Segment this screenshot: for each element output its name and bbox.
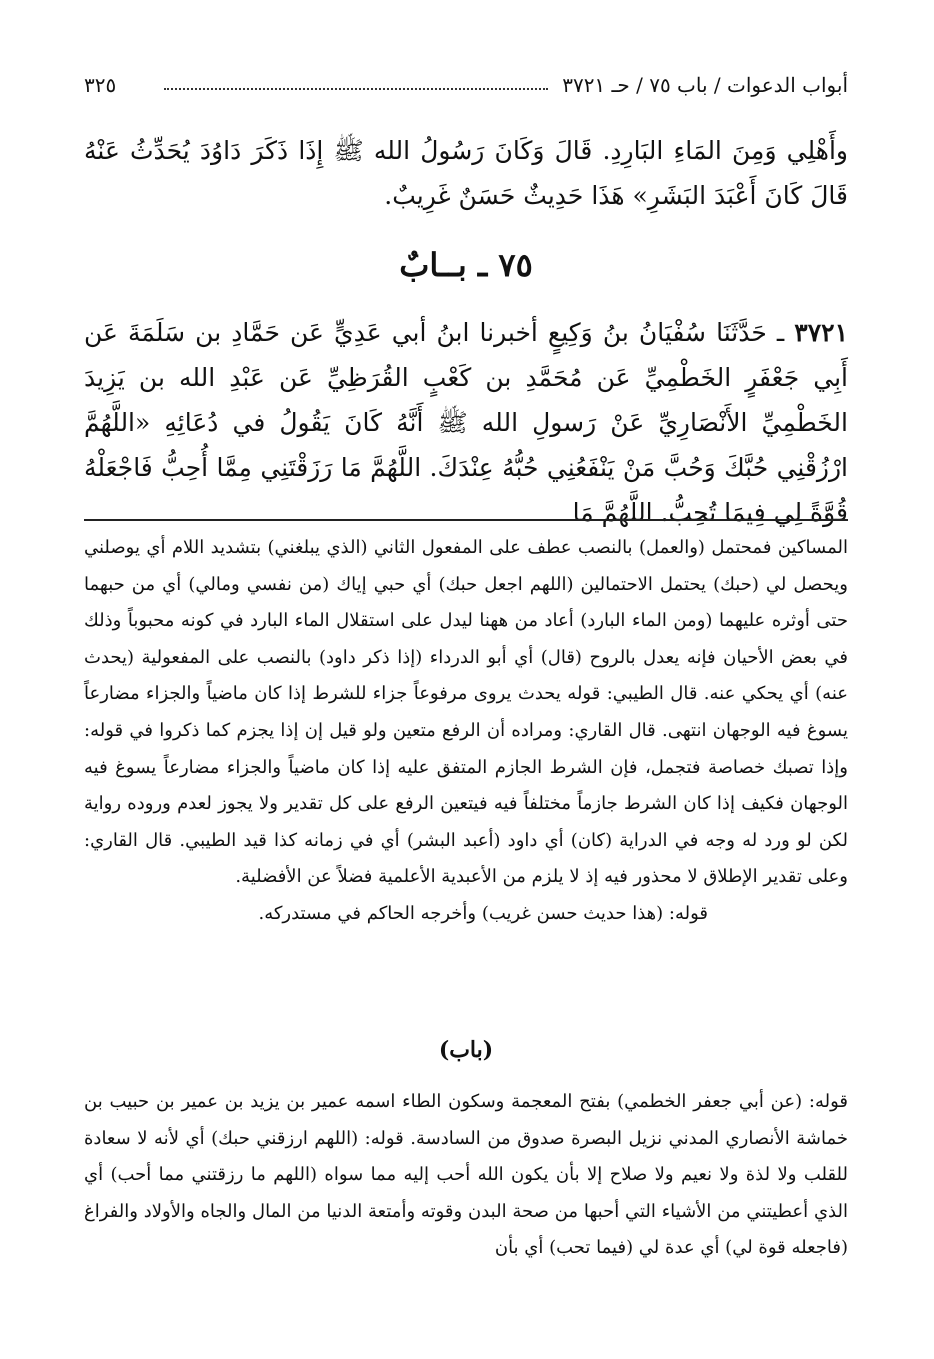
header-dotted-leader (164, 80, 548, 90)
commentary-block (84, 530, 848, 933)
commentary-paragraph-1: المساكين فمحتمل (والعمل) بالنصب عطف على المفعول الثاني (الذي يبلغني) بتشديد اللام أي يوصلني ويحصل لي (حبك) يحتمل الاحتمالين (اللهم اجعل حبك) أي حبي إياك (من نفسي ومالي) أي من حبهما حتى أوثره عليهما (ومن الماء البارد) أعاد من ههنا ليدل على استقلال الماء البارد في كونه محبوباً وذلك في بعض الأحيان فإنه يعدل بالروح (قال) أي أبو الدرداء (إذا ذكر داود) بالنصب على المفعولية (يحدث عنه) أي يحكي عنه. قال الطيبي: قوله يحدث يروى مرفوعاً جزاء للشرط إذا كان ماضياً والجزاء مضارعاً يسوغ فيه الوجهان انتهى. قال القاري: ومراده أن الرفع متعين ولو قيل إن إذا يجزم كما ذكروا في قوله: وإذا تصبك خصاصة فتجمل، فإن الشرط الجازم المتفق عليه إذا كان ماضياً والجزاء مضارعاً يسوغ فيه الوجهان فكيف إذا كان الشرط جازماً مختلفاً فيه فيتعين الرفع على كل تقدير ولا يجوز لعدم وروده رواية لكن لو ورد له وجه في الدراية (كان) أي داود (أعبد البشر) أي في زمانه كذا قيد الطيبي. قال القاري: وعلى تقدير الإطلاق لا محذور فيه إذ لا يلزم من الأعبدية الأعلمية فضلاً عن الأفضلية. (84, 537, 848, 888)
commentary-sub-heading: (باب) (438, 1037, 494, 1063)
commentary-block-2 (84, 1084, 848, 1267)
hadith-paragraph (84, 310, 848, 535)
footnote-divider (84, 519, 848, 521)
hadith-block (84, 310, 848, 535)
top-passage-block (84, 128, 848, 218)
hadith-text: ـ حَدَّثَنَا سُفْيَانُ بنُ وَكِيعٍ أخبرنا ابنُ أبي عَدِيٍّ عَن حَمَّادِ بن سَلَمَةَ عَن أَبِي جَعْفَرٍ الخَطْمِيِّ عَن مُحَمَّدِ بن كَعْبٍ القُرَظِيِّ عَن عَبْدِ الله بن يَزِيدَ الخَطْمِيِّ الأَنْصَارِيِّ عَنْ رَسولِ الله ﷺ أَنَّهُ كَانَ يَقُولُ في دُعَائِهِ «اللَّهُمَّ ارْزُقْنِي حُبَّكَ وَحُبَّ مَنْ يَنْفَعُنِي حُبُّهُ عِنْدَكَ. اللَّهُمَّ مَا رَزَقْتَنِي مِمَّا أُحِبُّ فَاجْعَلْهُ قُوَّةً لِي فِيمَا تُحِبُّ. اللَّهُمَّ مَا (84, 318, 848, 527)
top-passage: وأَهْلِي وَمِنَ المَاءِ البَارِدِ. قَالَ وَكَانَ رَسُولُ الله ﷺ إِذَا ذَكَرَ دَاوُدَ يُحَدِّثُ عَنْهُ قَالَ كَانَ أَعْبَدَ البَشَرِ» هَذَا حَدِيثٌ حَسَنٌ غَرِيبٌ. (84, 136, 848, 210)
hadith-number: ٣٧٢١ (794, 318, 848, 347)
page-number: ٣٢٥ (84, 73, 117, 97)
running-header (84, 70, 848, 100)
commentary-paragraph-2: قوله: (هذا حديث حسن غريب) وأخرجه الحاكم في مستدركه. (258, 902, 708, 924)
header-title: أبواب الدعوات / باب ٧٥ / حـ ٣٧٢١ (562, 73, 848, 97)
commentary-2-paragraph: قوله: (عن أبي جعفر الخطمي) بفتح المعجمة وسكون الطاء اسمه عمير بن يزيد بن عمير بن حبيب بن خماشة الأنصاري المدني نزيل البصرة صدوق من السادسة. قوله: (اللهم ارزقني حبك) أي لأنه لا سعادة للقلب ولا لذة ولا نعيم ولا صلاح إلا بأن يكون الله أحب إليه مما سواه (اللهم ما رزقتني مما أحب) أي الذي أعطيتني من الأشياء التي أحبها من صحة البدن وقوته وأمتعة الدنيا من المال والجاه والأولاد والفراغ (فاجعله قوة لي) أي عدة لي (فيما تحب) أي بأن (84, 1091, 848, 1259)
book-page (84, 0, 848, 1359)
chapter-heading: ٧٥ ـ بــابٌ (399, 246, 533, 284)
